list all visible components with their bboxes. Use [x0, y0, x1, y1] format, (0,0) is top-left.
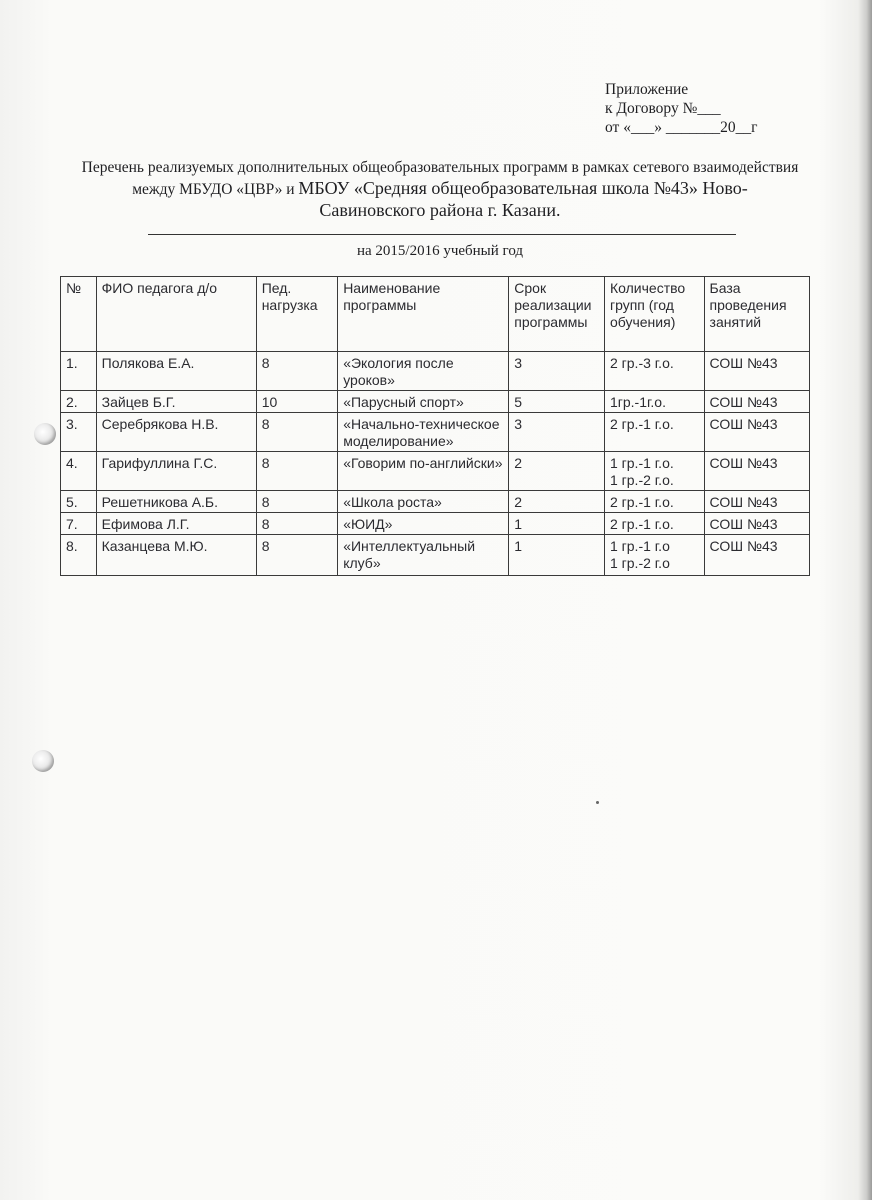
- cell-program: «ЮИД»: [338, 513, 509, 535]
- cell-number: 4.: [61, 452, 97, 491]
- header-number: №: [61, 277, 97, 352]
- cell-groups: 2 гр.-3 г.о.: [604, 352, 704, 391]
- cell-duration: 1: [509, 513, 605, 535]
- header-location: База проведения занятий: [704, 277, 809, 352]
- header-groups: Количество групп (год обучения): [604, 277, 704, 352]
- appendix-contract-number: к Договору №___: [605, 100, 721, 117]
- cell-program: «Школа роста»: [338, 491, 509, 513]
- appendix-block: [605, 80, 757, 137]
- cell-program: «Парусный спорт»: [338, 391, 509, 413]
- appendix-contract-date: от «___» _______20__г: [605, 119, 758, 136]
- cell-groups: 1 гр.-1 г.о 1 гр.-2 г.о: [604, 535, 704, 576]
- cell-location: СОШ №43: [704, 491, 809, 513]
- cell-number: 1.: [61, 352, 97, 391]
- header-duration: Срок реализации программы: [509, 277, 605, 352]
- cell-duration: 3: [509, 352, 605, 391]
- cell-number: 2.: [61, 391, 97, 413]
- cell-load: 8: [256, 413, 338, 452]
- cell-duration: 2: [509, 452, 605, 491]
- document-title: [80, 158, 800, 222]
- scan-speck: [596, 801, 599, 804]
- cell-groups: 2 гр.-1 г.о.: [604, 491, 704, 513]
- cell-number: 3.: [61, 413, 97, 452]
- cell-load: 8: [256, 352, 338, 391]
- scan-edge-shadow: [858, 0, 872, 1200]
- cell-location: СОШ №43: [704, 352, 809, 391]
- cell-teacher: Казанцева М.Ю.: [96, 535, 256, 576]
- cell-groups: 1гр.-1г.о.: [604, 391, 704, 413]
- cell-program: «Экология после уроков»: [338, 352, 509, 391]
- cell-number: 7.: [61, 513, 97, 535]
- table-row: [61, 352, 810, 391]
- cell-load: 8: [256, 452, 338, 491]
- cell-load: 8: [256, 513, 338, 535]
- cell-load: 8: [256, 535, 338, 576]
- header-load: Пед. нагрузка: [256, 277, 338, 352]
- cell-location: СОШ №43: [704, 535, 809, 576]
- cell-load: 8: [256, 491, 338, 513]
- cell-teacher: Решетникова А.Б.: [96, 491, 256, 513]
- cell-program: «Говорим по-английски»: [338, 452, 509, 491]
- title-underline: [148, 234, 736, 235]
- cell-teacher: Ефимова Л.Г.: [96, 513, 256, 535]
- cell-duration: 5: [509, 391, 605, 413]
- cell-teacher: Зайцев Б.Г.: [96, 391, 256, 413]
- cell-program: «Начально-техническое моделирование»: [338, 413, 509, 452]
- table-row: [61, 413, 810, 452]
- cell-program: «Интеллектуальный клуб»: [338, 535, 509, 576]
- cell-number: 5.: [61, 491, 97, 513]
- cell-location: СОШ №43: [704, 513, 809, 535]
- cell-load: 10: [256, 391, 338, 413]
- cell-groups: 1 гр.-1 г.о. 1 гр.-2 г.о.: [604, 452, 704, 491]
- appendix-label: Приложение: [605, 81, 689, 98]
- cell-teacher: Серебрякова Н.В.: [96, 413, 256, 452]
- header-program: Наименование программы: [338, 277, 509, 352]
- title-part-1: Перечень реализуемых дополнительных общеобразовательных программ в рамках сетевого взаимодействия между МБУДО «ЦВР» и: [81, 159, 799, 198]
- cell-duration: 1: [509, 535, 605, 576]
- cell-teacher: Гарифуллина Г.С.: [96, 452, 256, 491]
- programs-table: [60, 276, 810, 576]
- cell-duration: 3: [509, 413, 605, 452]
- cell-number: 8.: [61, 535, 97, 576]
- punch-hole: [34, 423, 56, 445]
- title-part-2: МБОУ «Средняя общеобразовательная школа №43» Ново-Савиновского района г. Казани.: [298, 178, 748, 220]
- cell-groups: 2 гр.-1 г.о.: [604, 413, 704, 452]
- punch-hole: [32, 750, 54, 772]
- table-row: [61, 513, 810, 535]
- table-row: [61, 391, 810, 413]
- cell-duration: 2: [509, 491, 605, 513]
- table-row: [61, 535, 810, 576]
- table-row: [61, 491, 810, 513]
- cell-location: СОШ №43: [704, 452, 809, 491]
- table-row: [61, 452, 810, 491]
- cell-teacher: Полякова Е.А.: [96, 352, 256, 391]
- academic-year: на 2015/2016 учебный год: [356, 243, 524, 259]
- cell-groups: 2 гр.-1 г.о.: [604, 513, 704, 535]
- table-header-row: [61, 277, 810, 352]
- cell-location: СОШ №43: [704, 391, 809, 413]
- header-teacher: ФИО педагога д/о: [96, 277, 256, 352]
- cell-location: СОШ №43: [704, 413, 809, 452]
